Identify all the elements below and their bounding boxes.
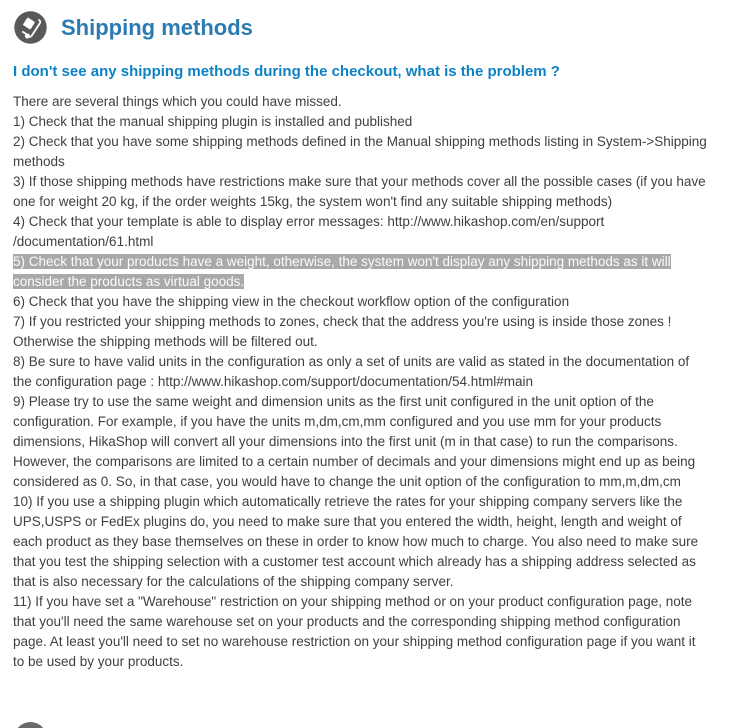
- faq-answer: [13, 92, 709, 672]
- faq-item-4: 4) Check that your template is able to display error messages: http://www.hikashop.com/en/support /documentation/61.html: [13, 214, 605, 249]
- next-section-icon-partial: [14, 722, 47, 728]
- faq-item-7: 7) If you restricted your shipping methods to zones, check that the address you're using is inside those zones ! Otherwise the shipping methods will be filtered out.: [13, 314, 672, 349]
- page-header: [0, 0, 730, 44]
- faq-item-6: 6) Check that you have the shipping view in the checkout workflow option of the configuration: [13, 294, 570, 309]
- selected-text-highlight: 5) Check that your products have a weight, otherwise, the system won't display any shipping methods as it will consider the products as virtual goods.: [13, 254, 671, 289]
- page-title: Shipping methods: [61, 15, 253, 40]
- faq-item-11: 11) If you have set a "Warehouse" restriction on your shipping method or on your product configuration page, note that you'll need the same warehouse set on your products and the corresponding shipping method configuration page. At least you'll need to set no warehouse restriction on your shipping method configuration page if you want it to be used by your products.: [13, 594, 696, 669]
- faq-item-1: 1) Check that the manual shipping plugin is installed and published: [13, 114, 413, 129]
- faq-item-10: 10) If you use a shipping plugin which automatically retrieve the rates for your shipping company servers like the UPS,USPS or FedEx plugins do, you need to make sure that you entered the width, height, length and weight of each product as they base themselves on these in order to know how much to charge. You also need to make sure that you test the shipping selection with a customer test account which already has a shipping address selected as that is also necessary for the calculations of the shipping company server.: [13, 494, 699, 589]
- hand-truck-icon: [14, 11, 47, 44]
- faq-item-5: [13, 252, 709, 292]
- faq-item-2: 2) Check that you have some shipping methods defined in the Manual shipping methods listing in System->Shipping methods: [13, 134, 707, 169]
- faq-item-3: 3) If those shipping methods have restrictions make sure that your methods cover all the possible cases (if you have one for weight 20 kg, if the order weights 15kg, the system won't find any suitable shipping methods): [13, 174, 706, 209]
- faq-question: I don't see any shipping methods during the checkout, what is the problem ?: [13, 63, 560, 80]
- faq-item-8: 8) Be sure to have valid units in the configuration as only a set of units are valid as stated in the documentation of the configuration page : http://www.hikashop.com/support/documentation/54.html#main: [13, 354, 690, 389]
- faq-intro: There are several things which you could have missed.: [13, 94, 342, 109]
- faq-item-9: 9) Please try to use the same weight and dimension units as the first unit configured in the unit option of the configuration. For example, if you have the units m,dm,cm,mm configured and you use mm for your products dimensions, HikaShop will convert all your dimensions into the first unit (m in that case) to run the comparisons. However, the comparisons are limited to a certain number of decimals and your dimensions might end up as being considered as 0. So, in that case, you would have to change the unit option of the configuration to mm,m,dm,cm: [13, 394, 696, 489]
